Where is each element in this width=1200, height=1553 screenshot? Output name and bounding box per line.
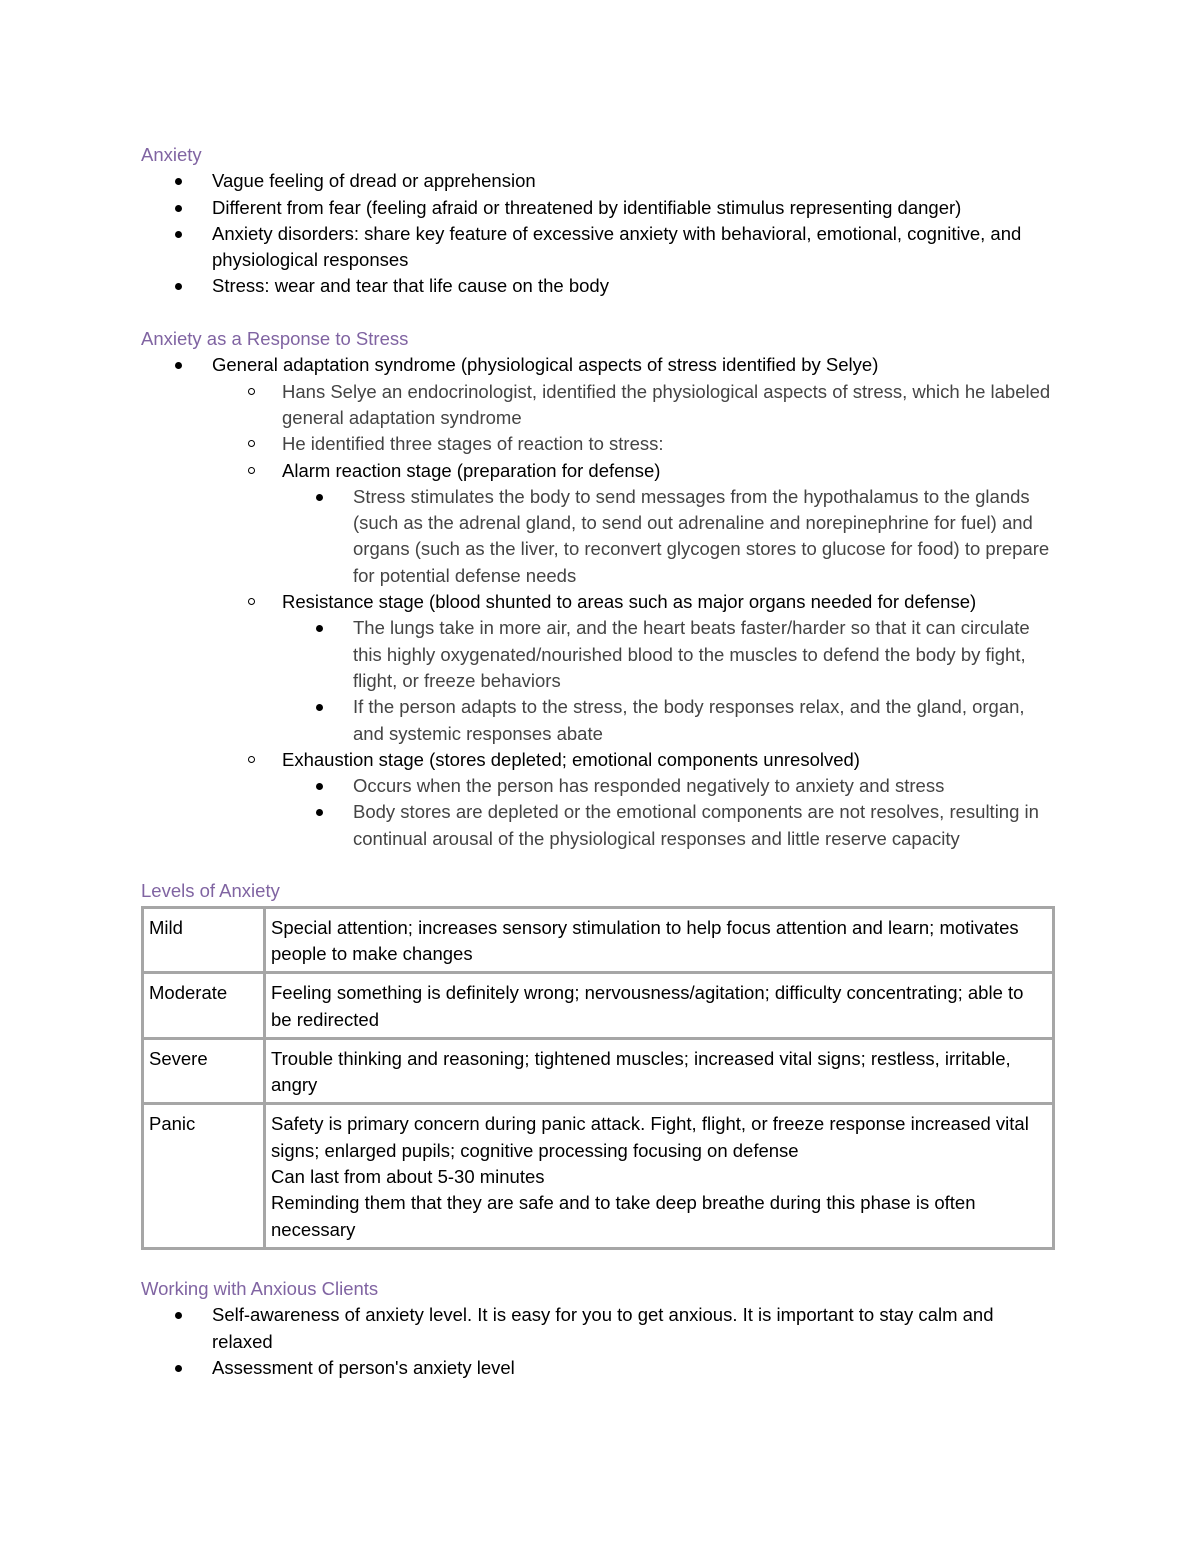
description-cell	[265, 907, 1054, 973]
bullet-dot-icon	[175, 231, 182, 238]
bullet-dot-icon	[175, 283, 182, 290]
sub-list-item	[141, 431, 1056, 457]
list-item-text: General adaptation syndrome (physiological aspects of stress identified by Selye)	[212, 354, 879, 376]
list-item-text: Stress stimulates the body to send messages from the hypothalamus to the glands (such as the adrenal gland, to send out adrenaline and norepinephrine for fuel) and organs (such as the liver, to reconvert glycogen stores to glucose for food) to prepare for potential defense needs	[353, 485, 1050, 586]
list-item-text: Anxiety disorders: share key feature of excessive anxiety with behavioral, emotional, cognitive, and physiological responses	[212, 222, 1022, 271]
description-text: Trouble thinking and reasoning; tightened muscles; increased vital signs; restless, irritable, angry	[271, 1047, 1011, 1096]
stage-detail-item	[141, 484, 1056, 589]
stage-alarm	[141, 458, 1056, 484]
bullet-circle-icon	[248, 388, 255, 395]
list-item-text: If the person adapts to the stress, the body responses relax, and the gland, organ, and systemic responses abate	[353, 696, 1025, 744]
list-item-text: Assessment of person's anxiety level	[212, 1357, 515, 1379]
level-cell: Mild	[143, 907, 265, 973]
list-item	[141, 273, 1056, 299]
stage-resistance	[141, 589, 1056, 615]
stage-label: Exhaustion stage (stores depleted; emotional components unresolved)	[282, 748, 860, 770]
stage-label: Alarm reaction stage (preparation for defense)	[282, 459, 661, 481]
list-item-text: Different from fear (feeling afraid or threatened by identifiable stimulus representing danger)	[212, 196, 962, 218]
bullet-dot-icon	[316, 704, 323, 711]
bullet-dot-icon	[175, 1312, 182, 1319]
list-item-text: Body stores are depleted or the emotional components are not resolves, resulting in continual arousal of the physiological responses and little reserve capacity	[353, 801, 1039, 849]
description-text: Safety is primary concern during panic attack. Fight, flight, or freeze response increased vital signs; enlarged pupils; cognitive processing focusing on defense	[271, 1113, 1029, 1161]
list-item	[141, 1355, 1056, 1381]
list-item	[141, 195, 1056, 221]
list-item-text: He identified three stages of reaction to stress:	[282, 433, 664, 455]
description-cell	[265, 1038, 1054, 1104]
bullet-circle-icon	[248, 598, 255, 605]
list-item-text: Hans Selye an endocrinologist, identified the physiological aspects of stress, which he labeled general adaptation syndrome	[282, 380, 1051, 428]
spacer	[141, 852, 1056, 878]
table-row	[143, 907, 1054, 973]
stage-label: Resistance stage (blood shunted to areas such as major organs needed for defense)	[282, 591, 977, 613]
anxiety-bullet-list	[141, 168, 1056, 299]
sub-list-item	[141, 379, 1056, 432]
stage-exhaustion	[141, 747, 1056, 773]
table-row	[143, 1104, 1054, 1248]
bullet-circle-icon	[248, 756, 255, 763]
description-text: Can last from about 5-30 minutes	[271, 1165, 545, 1187]
stage-detail-item	[141, 799, 1056, 852]
bullet-dot-icon	[316, 494, 323, 501]
list-item-text: Vague feeling of dread or apprehension	[212, 170, 536, 192]
table-row	[143, 973, 1054, 1039]
bullet-circle-icon	[248, 467, 255, 474]
list-item-text: Occurs when the person has responded negatively to anxiety and stress	[353, 775, 945, 797]
list-item	[141, 221, 1056, 274]
stage-detail-item	[141, 615, 1056, 694]
spacer	[141, 300, 1056, 326]
bullet-dot-icon	[175, 178, 182, 185]
section-heading-levels: Levels of Anxiety	[141, 880, 280, 902]
document-content	[141, 142, 1056, 1381]
list-item-text: Stress: wear and tear that life cause on the body	[212, 275, 609, 297]
description-text: Reminding them that they are safe and to take deep breathe during this phase is often necessary	[271, 1192, 976, 1240]
bullet-dot-icon	[316, 625, 323, 632]
level-cell: Panic	[143, 1104, 265, 1248]
bullet-circle-icon	[248, 440, 255, 447]
description-cell	[265, 1104, 1054, 1248]
section-heading-anxiety: Anxiety	[141, 144, 202, 165]
bullet-dot-icon	[316, 783, 323, 790]
table-row	[143, 1038, 1054, 1104]
description-cell	[265, 973, 1054, 1039]
spacer	[141, 1250, 1056, 1276]
stage-detail-item	[141, 773, 1056, 799]
level-cell: Severe	[143, 1038, 265, 1104]
list-item	[141, 352, 1056, 378]
section-heading-stress-response: Anxiety as a Response to Stress	[141, 328, 409, 350]
bullet-dot-icon	[175, 362, 182, 369]
bullet-dot-icon	[175, 205, 182, 212]
level-cell: Moderate	[143, 973, 265, 1039]
section-heading-working: Working with Anxious Clients	[141, 1278, 379, 1300]
bullet-dot-icon	[316, 809, 323, 816]
stage-detail-item	[141, 694, 1056, 747]
bullet-dot-icon	[175, 1365, 182, 1372]
levels-table	[141, 906, 1055, 1250]
working-bullet-list	[141, 1302, 1056, 1381]
list-item	[141, 168, 1056, 194]
list-item-text: The lungs take in more air, and the heart beats faster/harder so that it can circulate this highly oxygenated/nourished blood to the muscles to defend the body by fight, flight, or freeze behaviors	[353, 617, 1030, 691]
list-item-text: Self-awareness of anxiety level. It is easy for you to get anxious. It is important to stay calm and relaxed	[212, 1304, 994, 1352]
stress-response-list	[141, 352, 1056, 852]
description-text: Feeling something is definitely wrong; nervousness/agitation; difficulty concentrating; able to be redirected	[271, 982, 1024, 1030]
list-item	[141, 1302, 1056, 1355]
description-text: Special attention; increases sensory stimulation to help focus attention and learn; motivates people to make changes	[271, 916, 1019, 964]
